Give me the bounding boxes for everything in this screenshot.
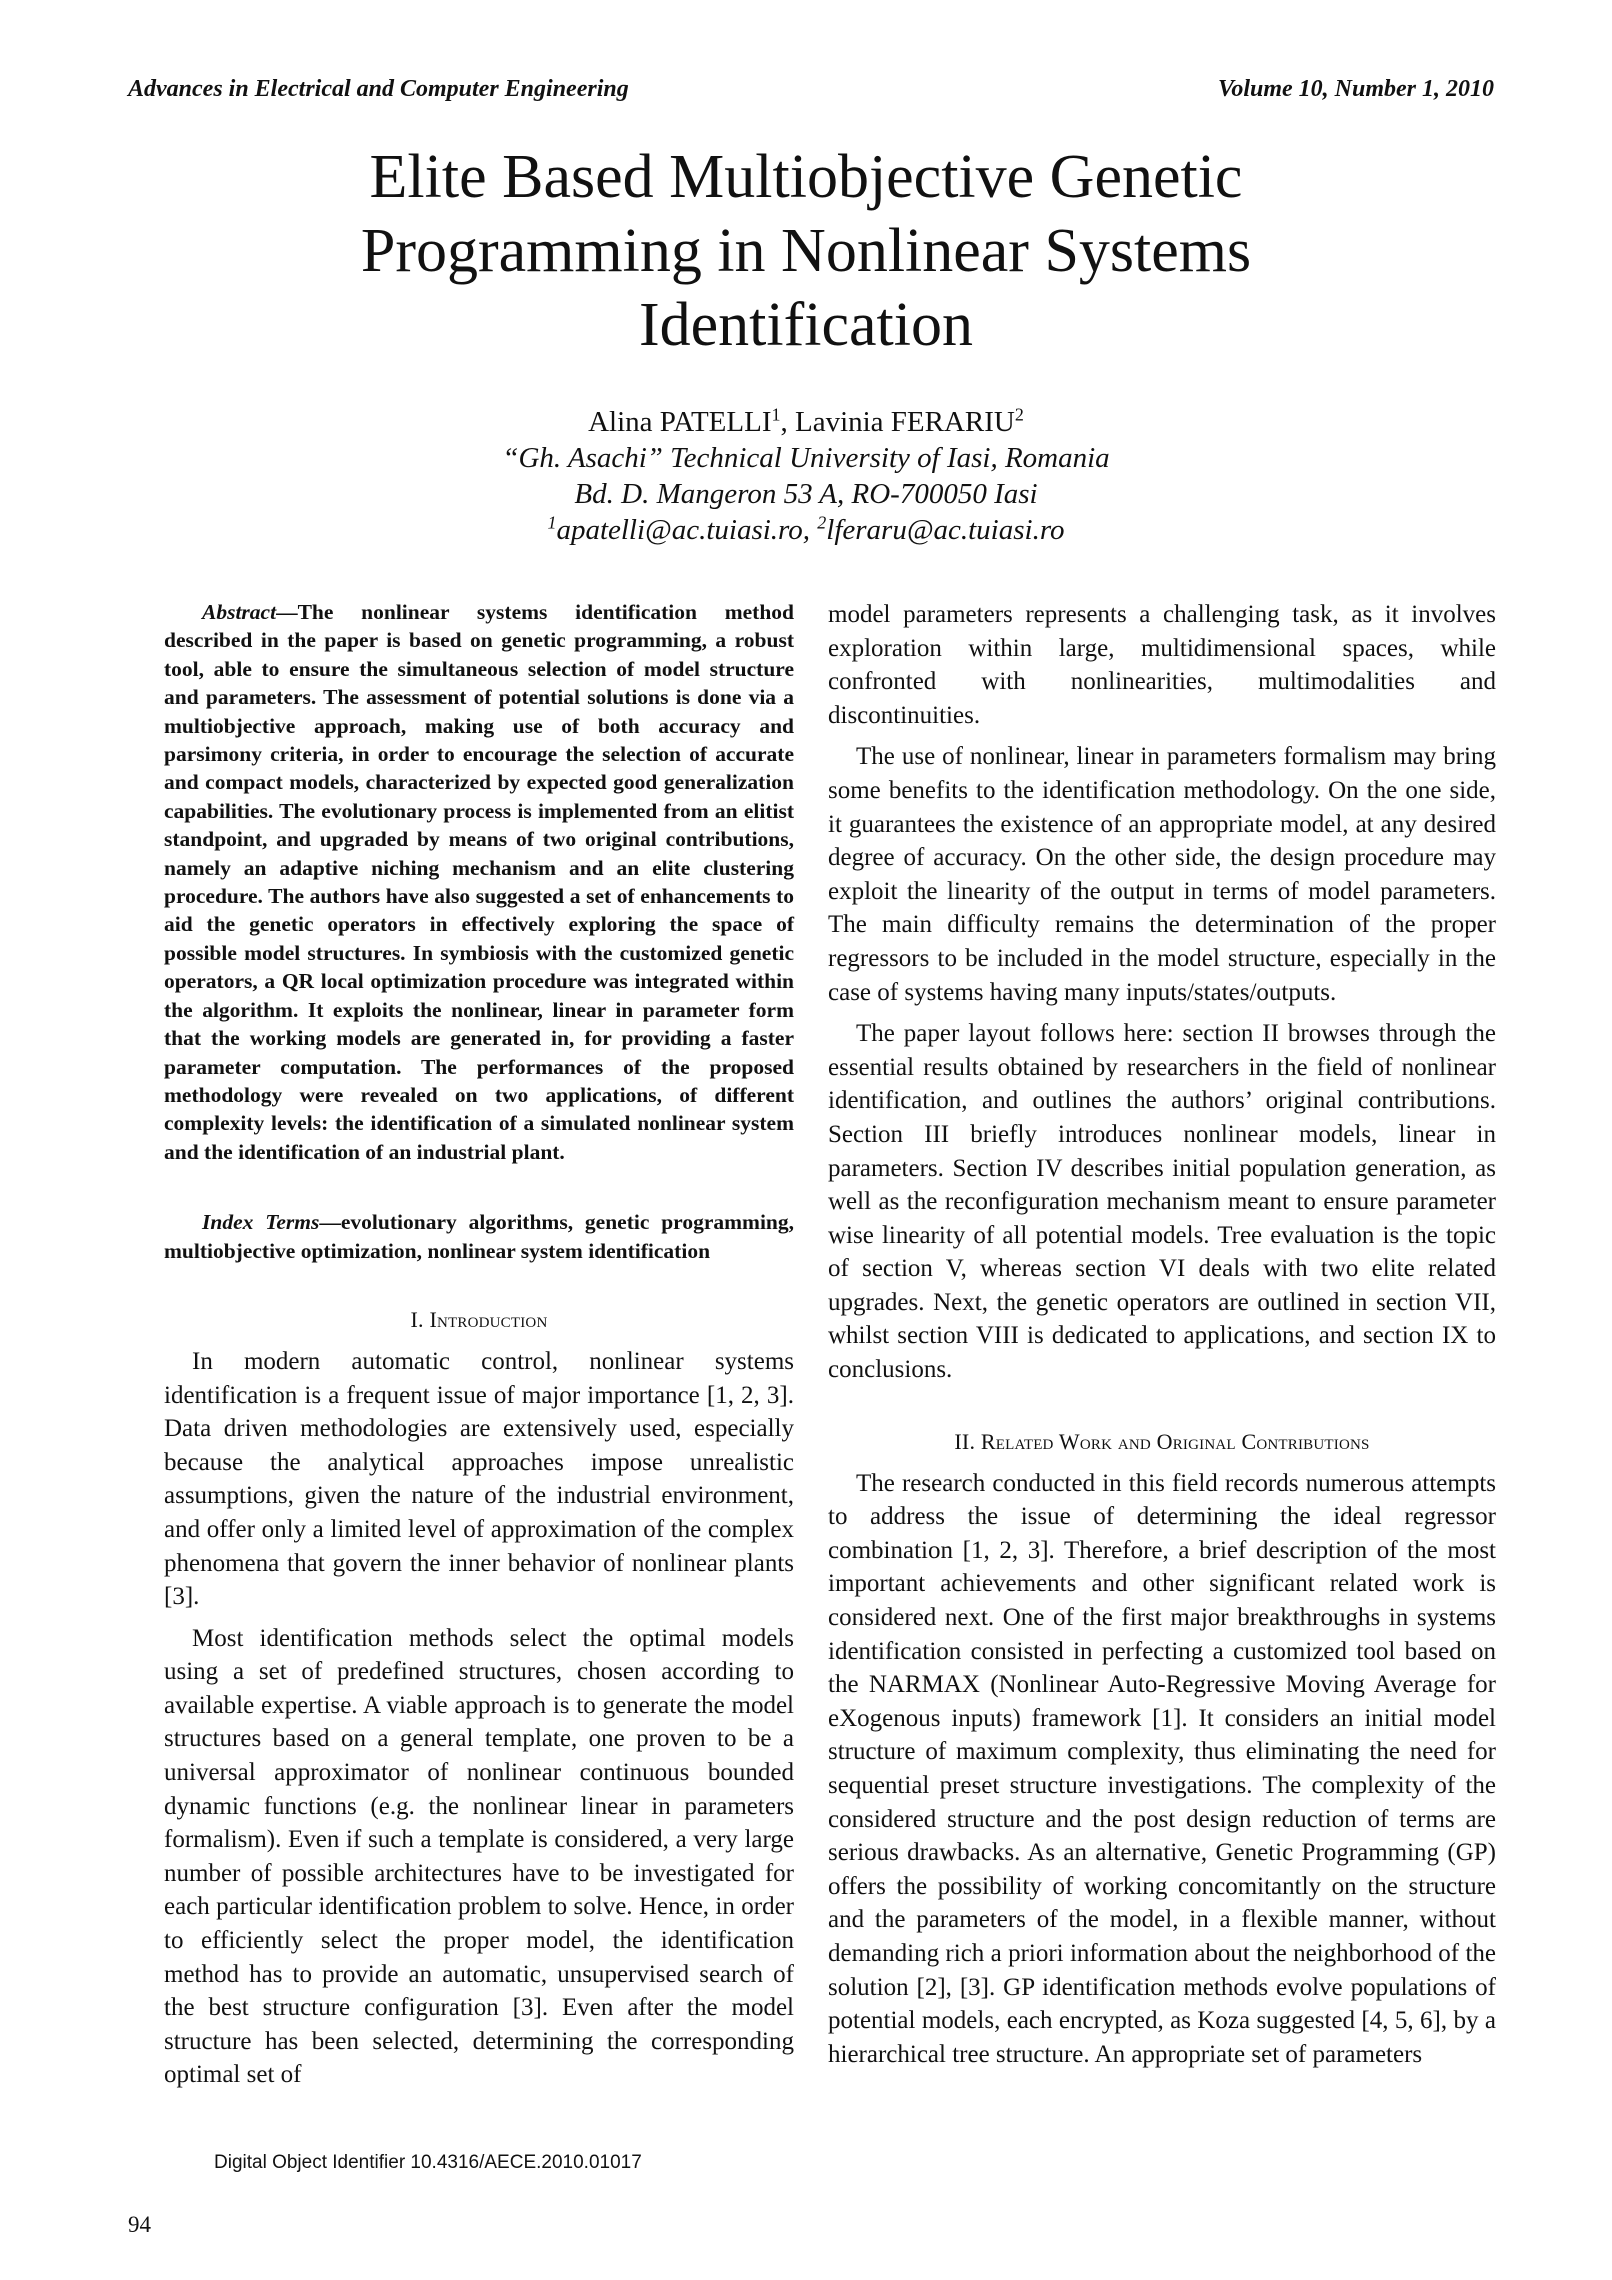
right-column <box>828 598 1496 2079</box>
affiliation-address: Bd. D. Mangeron 53 A, RO-700050 Iasi <box>574 478 1038 510</box>
author-1: Alina PATELLI <box>588 406 772 438</box>
doi-footer: Digital Object Identifier 10.4316/AECE.2010.01017 <box>214 2152 642 2173</box>
email-2-sup: 2 <box>817 512 827 533</box>
title-line-1: Elite Based Multiobjective Genetic <box>369 143 1243 211</box>
email-1-sup: 1 <box>547 512 557 533</box>
email-1: apatelli@ac.tuiasi.ro, <box>556 514 818 546</box>
journal-name: Advances in Electrical and Computer Engineering <box>128 76 629 102</box>
section-2-title: Related Work and Original Contributions <box>980 1428 1370 1454</box>
intro-continuation: model parameters represents a challenging task, as it involves exploration within large, multidimensional spaces, while confronted with nonlinearities, multimodalities and discontinuities. <box>828 601 1496 729</box>
title-line-3: Identification <box>639 291 973 359</box>
abstract <box>164 598 794 1166</box>
left-column <box>164 598 794 2100</box>
affiliation-university: “Gh. Asachi” Technical University of Iasi, Romania <box>502 442 1110 474</box>
abstract-label: Abstract <box>202 600 277 624</box>
page-number: 94 <box>128 2212 151 2237</box>
title-line-2: Programming in Nonlinear Systems <box>360 217 1252 285</box>
section-1-numeral: I. <box>410 1306 430 1332</box>
author-names <box>206 404 1406 440</box>
section-heading-introduction <box>164 1305 794 1335</box>
author-separator: , <box>780 406 795 438</box>
intro-paragraph-2: Most identification methods select the optimal models using a set of predefined structures, chosen according to available expertise. A viable approach is to generate the model structures based on a general template, one proven to be a universal approximator of nonlinear continuous bounded dynamic functions (e.g. the nonlinear linear in parameters formalism). Even if such a template is considered, a very large number of possible architectures have to be investigated for each particular identification problem to solve. Hence, in order to efficiently select the proper model, the identification method has to provide an automatic, unsupervised search of the best structure configuration [3]. Even after the model structure has been selected, determining the corresponding optimal set of <box>164 1624 794 2089</box>
section-heading-related-work <box>828 1427 1496 1457</box>
section-1-title: Introduction <box>429 1306 548 1332</box>
intro-paragraph-3: The use of nonlinear, linear in parameters formalism may bring some benefits to the identification methodology. On the one side, it guarantees the existence of an appropriate model, at any desired degree of accuracy. On the other side, the design procedure may exploit the linearity of the output in terms of model parameters. The main difficulty remains the determination of the proper regressors to be included in the model structure, especially in the case of systems having many inputs/states/outputs. <box>828 743 1496 1006</box>
index-terms-text: —evolutionary algorithms, genetic programming, multiobjective optimization, nonlinear system identification <box>164 1210 794 1263</box>
author-2: Lavinia FERARIU <box>794 406 1015 438</box>
index-terms <box>164 1208 794 1265</box>
author-2-sup: 2 <box>1014 404 1024 425</box>
related-work-paragraph: The research conducted in this field records numerous attempts to address the issue of determining the ideal regressor combination [1, 2, 3]. Therefore, a brief description of the most important achievements and other significant related work is considered next. One of the first major breakthroughs in systems identification consisted in perfecting a customized tool based on the NARMAX (Nonlinear Auto-Regressive Moving Average for eXogenous inputs) framework [1]. It considers an initial model structure of maximum complexity, thus eliminating the need for sequential preset structure investigations. The complexity of the considered structure and the post design reduction of terms are serious drawbacks. As an alternative, Genetic Programming (GP) offers the possibility of working concomitantly on the structure and the parameters of the model, in a flexible manner, without demanding rich a priori information about the neighborhood of the solution [2], [3]. GP identification methods evolve populations of potential models, each encrypted, as Koza suggested [4, 5, 6], by a hierarchical tree structure. An appropriate set of parameters <box>828 1469 1496 2068</box>
paper-title <box>206 140 1406 362</box>
author-emails <box>206 512 1406 548</box>
author-block <box>206 404 1406 548</box>
abstract-text: —The nonlinear systems identification method described in the paper is based on genetic programming, a robust tool, able to ensure the simultaneous selection of model structure and parameters. The assessment of potential solutions is done via a multiobjective approach, making use of both accuracy and parsimony criteria, in order to encourage the selection of accurate and compact models, characterized by expected good generalization capabilities. The evolutionary process is implemented from an elitist standpoint, and upgraded by means of two original contributions, namely an adaptive niching mechanism and an elite clustering procedure. The authors have also suggested a set of enhancements to aid the genetic operators in effectively exploring the space of possible model structures. In symbiosis with the customized genetic operators, a QR local optimization procedure was integrated within the algorithm. It exploits the nonlinear, linear in parameter form that the working models are generated in, for providing a faster parameter computation. The performances of the proposed methodology were revealed on two applications, of different complexity levels: the identification of a simulated nonlinear system and the identification of an industrial plant. <box>164 600 794 1164</box>
index-terms-label: Index Terms <box>202 1210 320 1235</box>
section-2-numeral: II. <box>954 1428 981 1454</box>
author-1-sup: 1 <box>771 404 781 425</box>
intro-paragraph-4: The paper layout follows here: section II browses through the essential results obtained by researchers in the field of nonlinear identification, and outlines the authors’ original contributions. Section III briefly introduces nonlinear models, linear in parameters. Section IV describes initial population generation, as well as the reconfiguration mechanism meant to ensure parameter wise linearity of all potential models. Tree evaluation is the topic of section V, whereas section VI deals with two elite related upgrades. Next, the genetic operators are outlined in section VII, whilst section VIII is dedicated to applications, and section IX to conclusions. <box>828 1020 1496 1384</box>
intro-paragraph-1: In modern automatic control, nonlinear systems identification is a frequent issue of major importance [1, 2, 3]. Data driven methodologies are extensively used, especially because the analytical approaches impose unrealistic assumptions, given the nature of the industrial environment, and offer only a limited level of approximation of the complex phenomena that govern the inner behavior of nonlinear plants [3]. <box>164 1347 794 1611</box>
volume-info: Volume 10, Number 1, 2010 <box>1217 76 1494 102</box>
email-2: lferaru@ac.tuiasi.ro <box>826 514 1065 546</box>
